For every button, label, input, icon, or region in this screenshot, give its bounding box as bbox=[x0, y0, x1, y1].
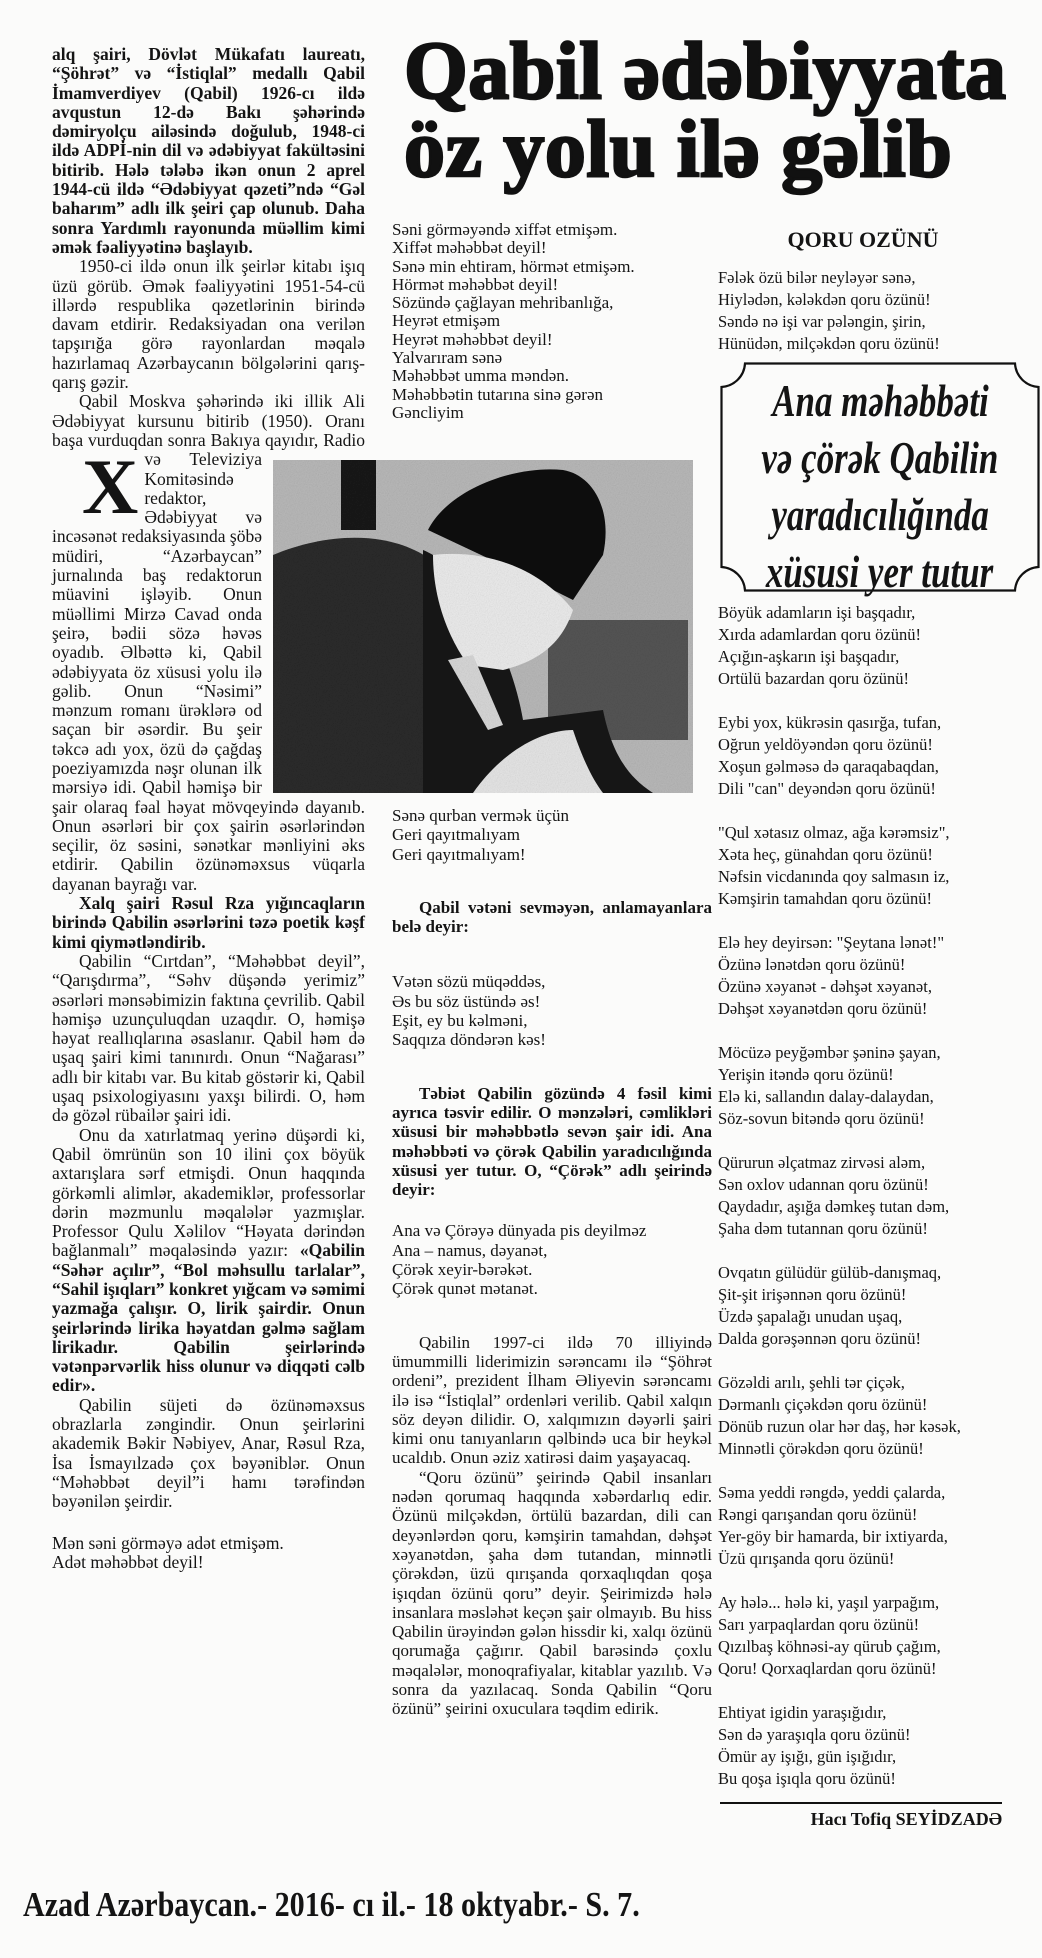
poem-line: Rəngi qarışandan qoru özünü! bbox=[718, 1505, 918, 1524]
portrait-photo bbox=[273, 460, 693, 793]
poem-line: Geri qayıtmalıyam bbox=[392, 825, 520, 845]
poem-title: QORU OZÜNÜ bbox=[787, 227, 939, 252]
poem-stanza bbox=[718, 712, 1038, 800]
poem-line: Səndə nə işi var pələngin, şirin, bbox=[718, 312, 926, 331]
pull-quote-line: yaradıcılığında bbox=[771, 489, 989, 540]
poem-line: Yer-göy bir hamarda, bir ixtiyarda, bbox=[718, 1527, 948, 1546]
photo-background-post bbox=[341, 460, 376, 530]
poem-line: Ana və Çörəyə dünyada pis deyilməz bbox=[392, 1221, 647, 1241]
photo-image bbox=[273, 460, 693, 793]
bold-paragraph: Xalq şairi Rəsul Rza yığıncaqların birində Qabilin əsərlərini təzə poetik kəşf kimi qiymətləndirib. bbox=[52, 893, 365, 952]
source-citation: Azad Azərbaycan.- 2016- cı il.- 18 oktyabr.- S. 7. bbox=[23, 1885, 640, 1924]
poem-line: Qaydadır, aşığa dəmkeş tutan dəm, bbox=[718, 1197, 950, 1216]
paragraph: “Qoru özünü” şeirində Qabil insanları nədən qorumaq haqqında xəbərdarlıq edir. Özünü milçəkdən, örtülü bazardan, dili can deyənlərdən qoru, kəmşirin tamahdan, dəhşət xəyanətdən, şaha dəm tutandan, minnətli çörəkdən, üzü qırışanda qorxaqlıqdan qoşa işıqdan özünü qoru” deyir. Şeirimizdə hələ insanlara məsləhət keçən şair olmayıb. Bu hiss Qabilin ürəyindən gələn hissdir ki, xalqı özünü qorumağa çağırır. Qabil barəsində çoxlu məqalələr, monoqrafiyalar, kitablar yazılıb. Və sonra da yazılacaq. Sonda Qabilin “Qoru özünü” şeirini oxuculara təqdim edirik. bbox=[392, 1467, 712, 1719]
poem-line: Söz-sovun bitəndə qoru özünü! bbox=[718, 1109, 925, 1128]
poem-line: Ay hələ... hələ ki, yaşıl yarpağım, bbox=[718, 1593, 940, 1612]
poem-line: Xəta heç, günahdan qoru özünü! bbox=[718, 845, 933, 864]
poem-line: Eşit, ey bu kəlməni, bbox=[392, 1011, 528, 1031]
poem-line: Şaha dəm tutannan qoru özünü! bbox=[718, 1219, 928, 1238]
poem-line: Kəmşirin tamahdan qoru özünü! bbox=[718, 889, 932, 908]
poem-qoru-ozunu bbox=[718, 602, 1038, 1812]
paragraph: Qabilin süjeti də özünəməxsus obrazlarla zəngindir. Onun şeirlərini akademik Bəkir Nəbiyev, Anar, Rəsul Rza, İsa İsmayılzadə çox bəyəniblər. Onun “Məhəbbət deyil”i hamı tərəfindən bəyənilən şeirdir. bbox=[52, 1394, 365, 1512]
poem-line: Qızılbaş köhnəsi-ay qürub çağım, bbox=[718, 1637, 941, 1656]
poem-line: Dalda gorəşənnən qoru özünü! bbox=[718, 1329, 921, 1348]
poem-line: "Qul xətasız olmaz, ağa kərəmsiz", bbox=[718, 823, 950, 842]
poem-line: Xoşun gəlməsə də qaraqabaqdan, bbox=[718, 757, 939, 776]
poem-line: Geri qayıtmalıyam! bbox=[392, 844, 526, 864]
pull-quote-line: və çörək Qabilin bbox=[761, 432, 999, 483]
poem-line: Qürurun əlçatmaz zirvəsi aləm, bbox=[718, 1153, 926, 1172]
poem-line: Oğrun yeldöyəndən qoru özünü! bbox=[718, 735, 933, 754]
poem-stanza bbox=[718, 1702, 1038, 1790]
poem-line: Minnətli çörəkdən qoru özünü! bbox=[718, 1439, 924, 1458]
poem-line: Üzü qırışanda qoru özünü! bbox=[718, 1549, 895, 1568]
bold-paragraph: Təbiət Qabilin gözündə 4 fəsil kimi ayrıca təsvir edilir. O mənzələri, cəmlikləri xüsusi bir məhəbbətlə sevən şair idi. Ana məhəbbəti və çörək Qabilin yaradıcılığında xüsusi yer tutur. O, “Çörək” adlı şeirində deyir: bbox=[392, 1083, 712, 1200]
pull-quote-line: xüsusi yer tutur bbox=[766, 546, 994, 597]
poem-line: Şit-şit irişənnən qoru özünü! bbox=[718, 1285, 907, 1304]
headline-line-2: öz yolu ilə gəlib bbox=[404, 103, 953, 194]
poem-stanza bbox=[718, 1262, 1038, 1350]
poem-line: Mən səni görməyə adət etmişəm. bbox=[52, 1532, 284, 1553]
poem-line: Ortülü bazardan qoru özünü! bbox=[718, 669, 910, 688]
poem-line: Heyrət etmişəm bbox=[392, 311, 501, 331]
poem-line: Dili "can" deyəndən qoru özünü! bbox=[718, 779, 936, 798]
paragraph: Qabilin “Cırtdan”, “Məhəbbət deyil”, “Qarışdırma”, “Səhv düşəndə yerimiz” əsərləri mənsəbimizin faktına çevrilib. Qabil həmişə uzunçuluqdan uzaqdır. O, həmişə həyat reallıqlarına əsaslanır. Qabil həm də uşaq şairi kimi tanınırdı. Onun “Nağarası” adlı bir kitabı var. Bu kitab göstərir ki, Qabil uşaq psixologiyasını yaxşı bilirdi. O, həm də gözəl rübailər şairi idi. bbox=[52, 950, 365, 1126]
poem-line: Əs bu söz üstündə əs! bbox=[392, 991, 541, 1011]
quote-text: «Qabilin “Səhər açılır”, “Bol məhsullu tarlalar”, “Sahil işıqları” konkret yığcam və səmimi yazmağa çalışır. O, lirik şairdir. Onun şeirlərində lirika həyatdan gəlmə sağlam lirikadır. Qabilin şeirlərində vətənpərvərlik hiss olunur və diqqəti cəlb edir». bbox=[52, 1240, 365, 1396]
poem-line: Vətən sözü müqəddəs, bbox=[392, 972, 546, 992]
poem-line: Dəhşət xəyanətdən qoru özünü! bbox=[718, 999, 928, 1018]
poem-stanza bbox=[718, 822, 1038, 910]
poem-line: Məhəbbət umma məndən. bbox=[392, 366, 570, 386]
poem-line: Sənə min ehtiram, hörmət etmişəm. bbox=[392, 256, 635, 276]
poem-line: Adət məhəbbət deyil! bbox=[52, 1551, 204, 1572]
poem-line: Eybi yox, kükrəsin qasırğa, tufan, bbox=[718, 713, 942, 732]
signature-rule bbox=[720, 1802, 1002, 1804]
poem-line: Dərmanlı çiçəkdən qoru özünü! bbox=[718, 1395, 928, 1414]
poem-line: Ehtiyat igidin yaraşığıdır, bbox=[718, 1703, 887, 1722]
poem-corek bbox=[392, 1221, 712, 1298]
poem-line: Möcüzə peyğəmbər şəninə şayan, bbox=[718, 1043, 941, 1062]
paragraph bbox=[52, 1126, 365, 1396]
poem-line: Nəfsin vicdanında qoy salmasın iz, bbox=[718, 867, 950, 886]
article-column-2-bottom bbox=[392, 806, 712, 1719]
drop-cap: X bbox=[82, 443, 139, 530]
pull-quote-line: Ana məhəbbəti bbox=[771, 375, 989, 426]
poem-line: Hünüdən, milçəkdən qoru özünü! bbox=[718, 334, 940, 353]
poem-line: Səni görməyəndə xiffət etmişəm. bbox=[392, 220, 618, 239]
poem-line: Ömür ay işığı, gün işığıdır, bbox=[718, 1747, 897, 1766]
poem-stanza bbox=[718, 1592, 1038, 1680]
poem-line: Üzdə şapalağı unudan uşaq, bbox=[718, 1307, 903, 1326]
poem-line: Sözündə çağlayan mehribanlığa, bbox=[392, 293, 614, 313]
poem-line: Dönüb ruzun olar hər daş, hər kəsək, bbox=[718, 1417, 961, 1436]
poem-line: Özünə lənətdən qoru özünü! bbox=[718, 955, 906, 974]
poem-line: Hiylədən, kələkdən qoru özünü! bbox=[718, 290, 931, 309]
poem-line: Gözəldi arılı, şehli tər çiçək, bbox=[718, 1373, 905, 1392]
poem-line: Sən oxlov udannan qoru özünü! bbox=[718, 1175, 929, 1194]
poem-line: Gəncliyim bbox=[392, 402, 464, 422]
poem-line: Elə hey deyirsən: "Şeytana lənət!" bbox=[718, 933, 945, 952]
poem-line: Bu qoşa işıqla qoru özünü! bbox=[718, 1769, 896, 1788]
poem-stanza bbox=[718, 267, 1038, 355]
poem-line: Fələk özü bilər neyləyər sənə, bbox=[718, 268, 916, 287]
poem-line: Çörək qunət mətanət. bbox=[392, 1279, 538, 1299]
poem-line: Yerişin itəndə qoru özünü! bbox=[718, 1065, 894, 1084]
poem-line: Açığın-aşkarın işi başqadır, bbox=[718, 647, 900, 666]
poem-excerpt bbox=[52, 1534, 365, 1573]
article-column-1 bbox=[52, 45, 365, 1572]
poem-line: Heyrət məhəbbət deyil! bbox=[392, 329, 553, 349]
poem-line: Qoru! Qorxaqlardan qoru özünü! bbox=[718, 1659, 937, 1678]
poem-excerpt bbox=[392, 806, 712, 864]
poem-line: Hörmət məhəbbət deyil! bbox=[392, 274, 559, 294]
headline-line-1: Qabil ədəbiyyata bbox=[404, 25, 1007, 116]
poem-stanza bbox=[718, 1042, 1038, 1130]
poem-line: Məhəbbətin tutarına sinə gərən bbox=[392, 384, 604, 404]
poem-line: Sən də yaraşıqla qoru özünü! bbox=[718, 1725, 911, 1744]
bold-paragraph: Qabil vətəni sevməyən, anlamayanlara belə deyir: bbox=[392, 897, 712, 937]
pull-quote-text bbox=[720, 372, 1040, 600]
article-column-2-top bbox=[392, 221, 712, 422]
paragraph: Qabil Moskva şəhərində iki illik Ali Ədəbiyyat kursunu bitirib (1950). Oranı başa vurduqdan sonra Bakıya qayıdır, Radio və Televiziya Komitəsində redaktor, Ədəbiyyat və incəsənət redaksiyasında şöbə müdiri, “Azərbaycan” jurnalında baş redaktorun müavini işləyib. Onun müəllimi Mirzə Cavad onda şeirə, bədii sözə həvəs oyadıb. Əlbəttə ki, Qabil ədəbiyyata öz xüsusi yolu ilə gəlib. Onun “Nəsimi” mənzum romanı ürəklərə od saçan bir əsərdir. Bu şeir təkcə adı yox, özü də çağdaş poeziyamızda nəşr olunan ilk mərsiyə idi. Qabil həmişə bir şair olaraq fəal həyat mövqeyində dayanıb. Onun əsərləri bir çox şairin əsərlərindən seçilir, öz səsini, sənətkar mənliyini əks etdirir. Qabilin özünəməxsus vüqarla dayanan bayrağı var. bbox=[52, 391, 365, 894]
poem-line: Xırda adamlardan qoru özünü! bbox=[718, 625, 921, 644]
poem-column-top bbox=[718, 226, 1038, 355]
poem-line: Səma yeddi rəngdə, yeddi çalarda, bbox=[718, 1483, 946, 1502]
article-headline bbox=[404, 25, 1034, 194]
poem-line: Elə ki, sallandın dalay-dalaydan, bbox=[718, 1087, 934, 1106]
poem-line: Saqqıza döndərən kəs! bbox=[392, 1030, 546, 1050]
paragraph: 1950-ci ildə onun ilk şeirlər kitabı işıq üzü görüb. Əmək fəaliyyətini 1951-54-cü illərdə respublika qəzetlərinin birində davam etdirir. Redaksiyadan ona verilən tapşırığa görə rayonlardan məqalə hazırlamaq Azərbaycanın bölgələrini qarış-qarış gəzir. bbox=[52, 256, 365, 393]
poem-stanza bbox=[718, 932, 1038, 1020]
poem-line: Özünə xəyanət - dəhşət xəyanət, bbox=[718, 977, 932, 996]
poem-line: Ovqatın gülüdür gülüb-danışmaq, bbox=[718, 1263, 942, 1282]
paragraph: Qabilin 1997-ci ildə 70 illiyində ümummilli liderimizin sərəncamı ilə “Şöhrət ordeni”, prezident İlham Əliyevin sərəncamı ilə isə “İstiqlal” ordenləri verilib. Qabil xalqın söz deyən dilidir. O, xalqımızın dəyərli şairi kimi onu tanıyanların qəlbində uca bir heykəl ucaldıb. Onun əziz xatirəsi daim yaşayacaq. bbox=[392, 1332, 712, 1468]
poem-line: Sarı yarpaqlardan qoru özünü! bbox=[718, 1615, 920, 1634]
poem-line: Böyük adamların işi başqadır, bbox=[718, 603, 916, 622]
author-signature: Hacı Tofiq SEYİDZADƏ bbox=[810, 1809, 1002, 1829]
poem-stanza bbox=[718, 1482, 1038, 1570]
pull-quote-box bbox=[720, 362, 1040, 597]
poem-line: Ana – namus, dəyanət, bbox=[392, 1240, 548, 1260]
poem-stanza bbox=[718, 1372, 1038, 1460]
poem-line: Yalvarıram sənə bbox=[392, 348, 503, 368]
poem-mehebbet-deyil bbox=[392, 221, 712, 422]
poem-line: Çörək xeyir-bərəkət. bbox=[392, 1260, 533, 1280]
poem-stanza bbox=[718, 602, 1038, 690]
poem-line: Sənə qurban vermək üçün bbox=[392, 806, 570, 825]
lead-paragraph-text: alq şairi, Dövlət Mükafatı laureatı, “Şöhrət” və “İstiqlal” medallı Qabil İmamverdiyev (Qabil) 1926-cı ildə avqustun 12-də Bakı şəhərində dəmiryolçu ailəsində doğulub, 1948-ci ildə ADPİ-nin dil və ədəbiyyat fakültəsini bitirib. Hələ tələbə ikən onun 2 aprel 1944-cü ildə “Ədəbiyyat qəzeti”ndə “Gəl baharım” adlı ilk şeiri çap olunub. Daha sonra Yardımlı rayonunda müəllim kimi əmək fəaliyyətinə başlayıb. bbox=[52, 44, 365, 257]
poem-stanza bbox=[718, 1152, 1038, 1240]
paragraph-text: Onu da xatırlatmaq yerinə düşərdi ki, Qabil ömrünün son 10 ilini çox böyük axtarışlara sərf etmişdi. Onun haqqında görkəmli alimlər, akademiklər, professorlar dərin məzmunlu məqalələr yazmışlar. Professor Qulu Xəlilov “Həyata dərindən bağlanmalı” məqaləsində yazır: bbox=[52, 1124, 365, 1261]
poem-line: Xiffət məhəbbət deyil! bbox=[392, 238, 547, 258]
poem-veten bbox=[392, 972, 712, 1049]
